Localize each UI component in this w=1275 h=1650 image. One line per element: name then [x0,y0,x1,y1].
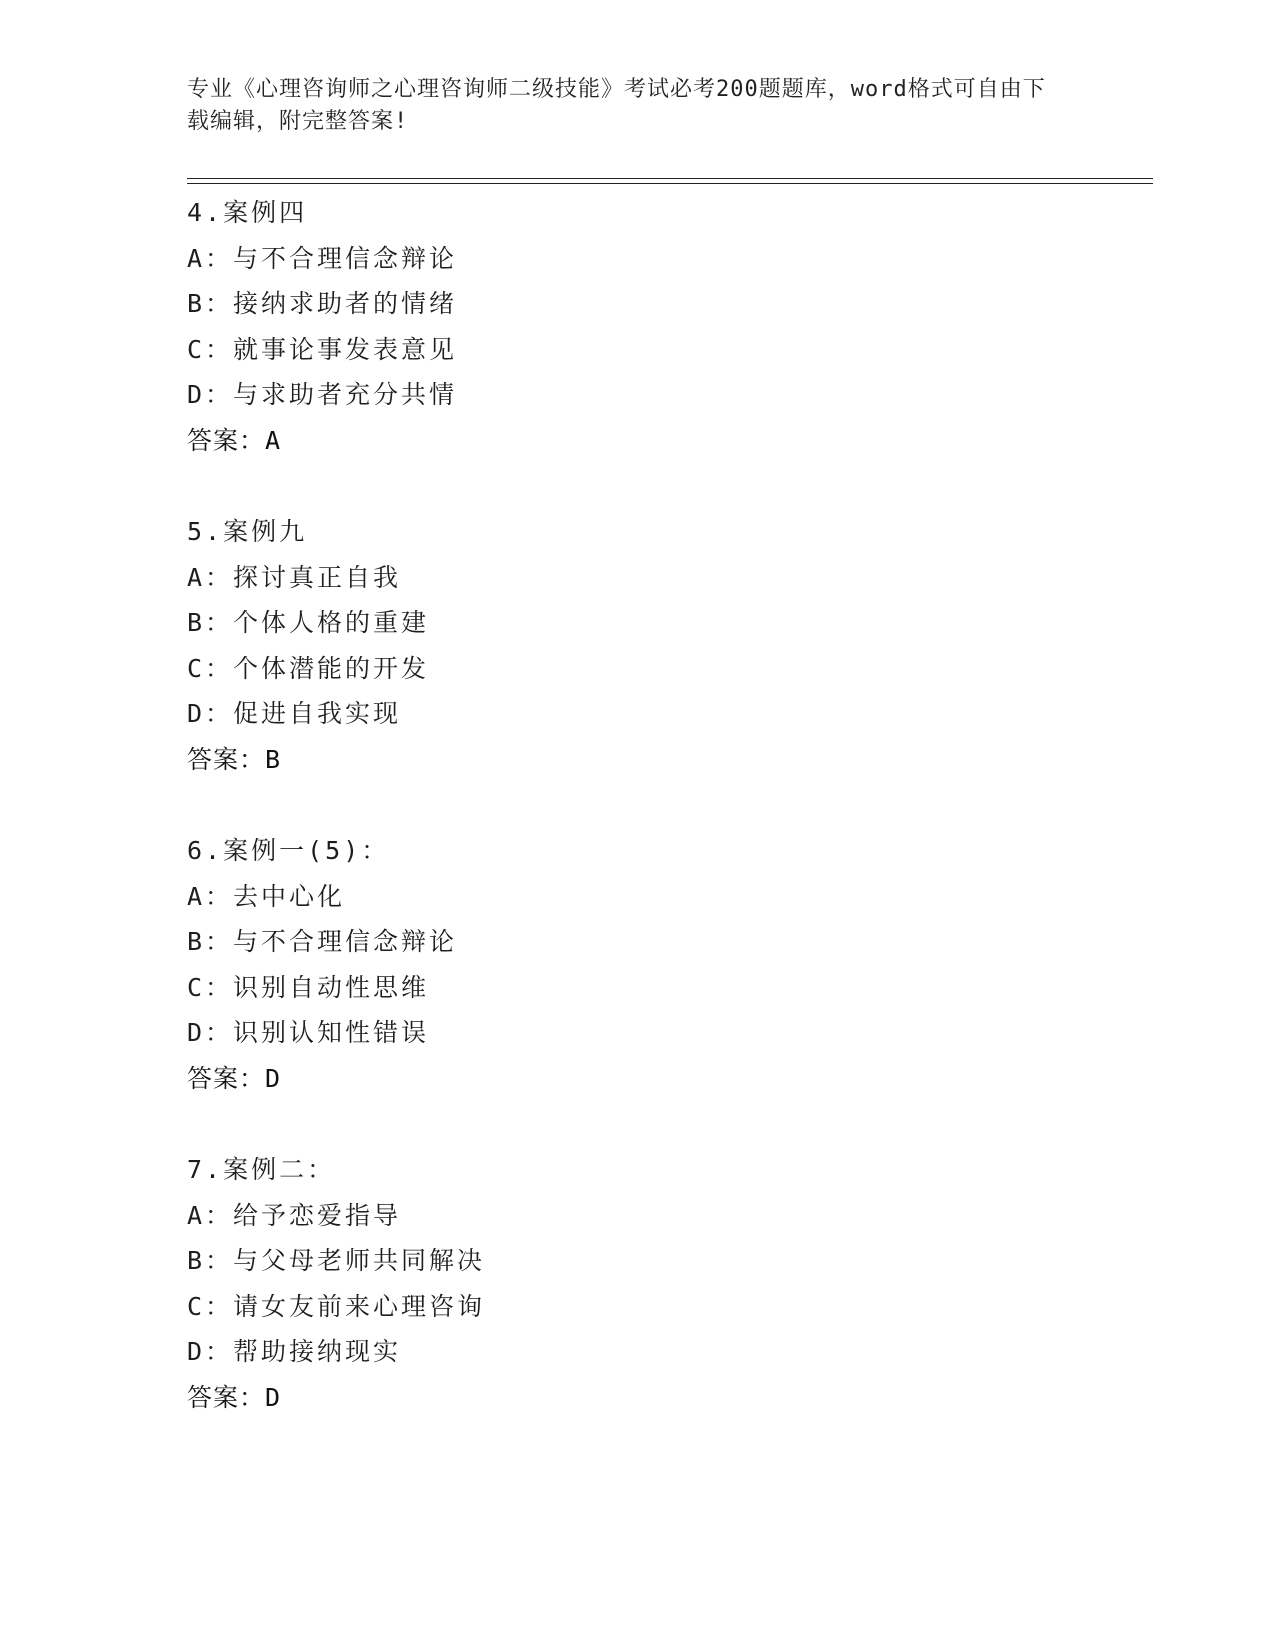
answer-line [187,737,1147,783]
question-item [187,509,1147,828]
option-d: D：促进自我实现 [187,699,402,728]
option-c: C：就事论事发表意见 [187,334,458,364]
option-c: C：个体潜能的开发 [187,653,430,683]
option-b: B：接纳求助者的情绪 [187,289,458,318]
answer-line [187,418,1147,464]
question-item [187,828,1147,1147]
option-a: A：去中心化 [187,881,346,911]
answer-value: A [265,425,282,455]
question-title: 6.案例一(5)： [187,836,390,865]
answer-line [187,1375,1147,1421]
question-title: 4.案例四 [187,198,308,227]
option-b: B：与不合理信念辩论 [187,927,458,956]
question-item [187,190,1147,509]
option-a: A：探讨真正自我 [187,562,402,592]
question-title: 7.案例二： [187,1155,336,1184]
header-divider-top [187,178,1153,179]
answer-label: 答案： [187,1382,266,1412]
option-a: A：给予恋爱指导 [187,1200,402,1230]
answer-label: 答案： [187,425,266,455]
answer-value: D [265,1382,282,1412]
option-b: B：个体人格的重建 [187,608,430,637]
document-header-text: 专业《心理咨询师之心理咨询师二级技能》考试必考200题题库，word格式可自由下载编辑，附完整答案! [187,77,1046,134]
option-a: A：与不合理信念辩论 [187,243,458,273]
option-c: C：请女友前来心理咨询 [187,1291,486,1321]
answer-value: B [265,744,282,774]
option-b: B：与父母老师共同解决 [187,1246,486,1275]
answer-value: D [265,1063,282,1093]
question-title: 5.案例九 [187,517,308,546]
header-divider-bottom [187,183,1153,184]
option-d: D：识别认知性错误 [187,1018,430,1047]
answer-label: 答案： [187,1063,266,1093]
option-d: D：帮助接纳现实 [187,1337,402,1366]
option-d: D：与求助者充分共情 [187,380,458,409]
question-list [187,190,1147,1466]
answer-label: 答案： [187,744,266,774]
option-c: C：识别自动性思维 [187,972,430,1002]
question-item [187,1147,1147,1466]
answer-line [187,1056,1147,1102]
